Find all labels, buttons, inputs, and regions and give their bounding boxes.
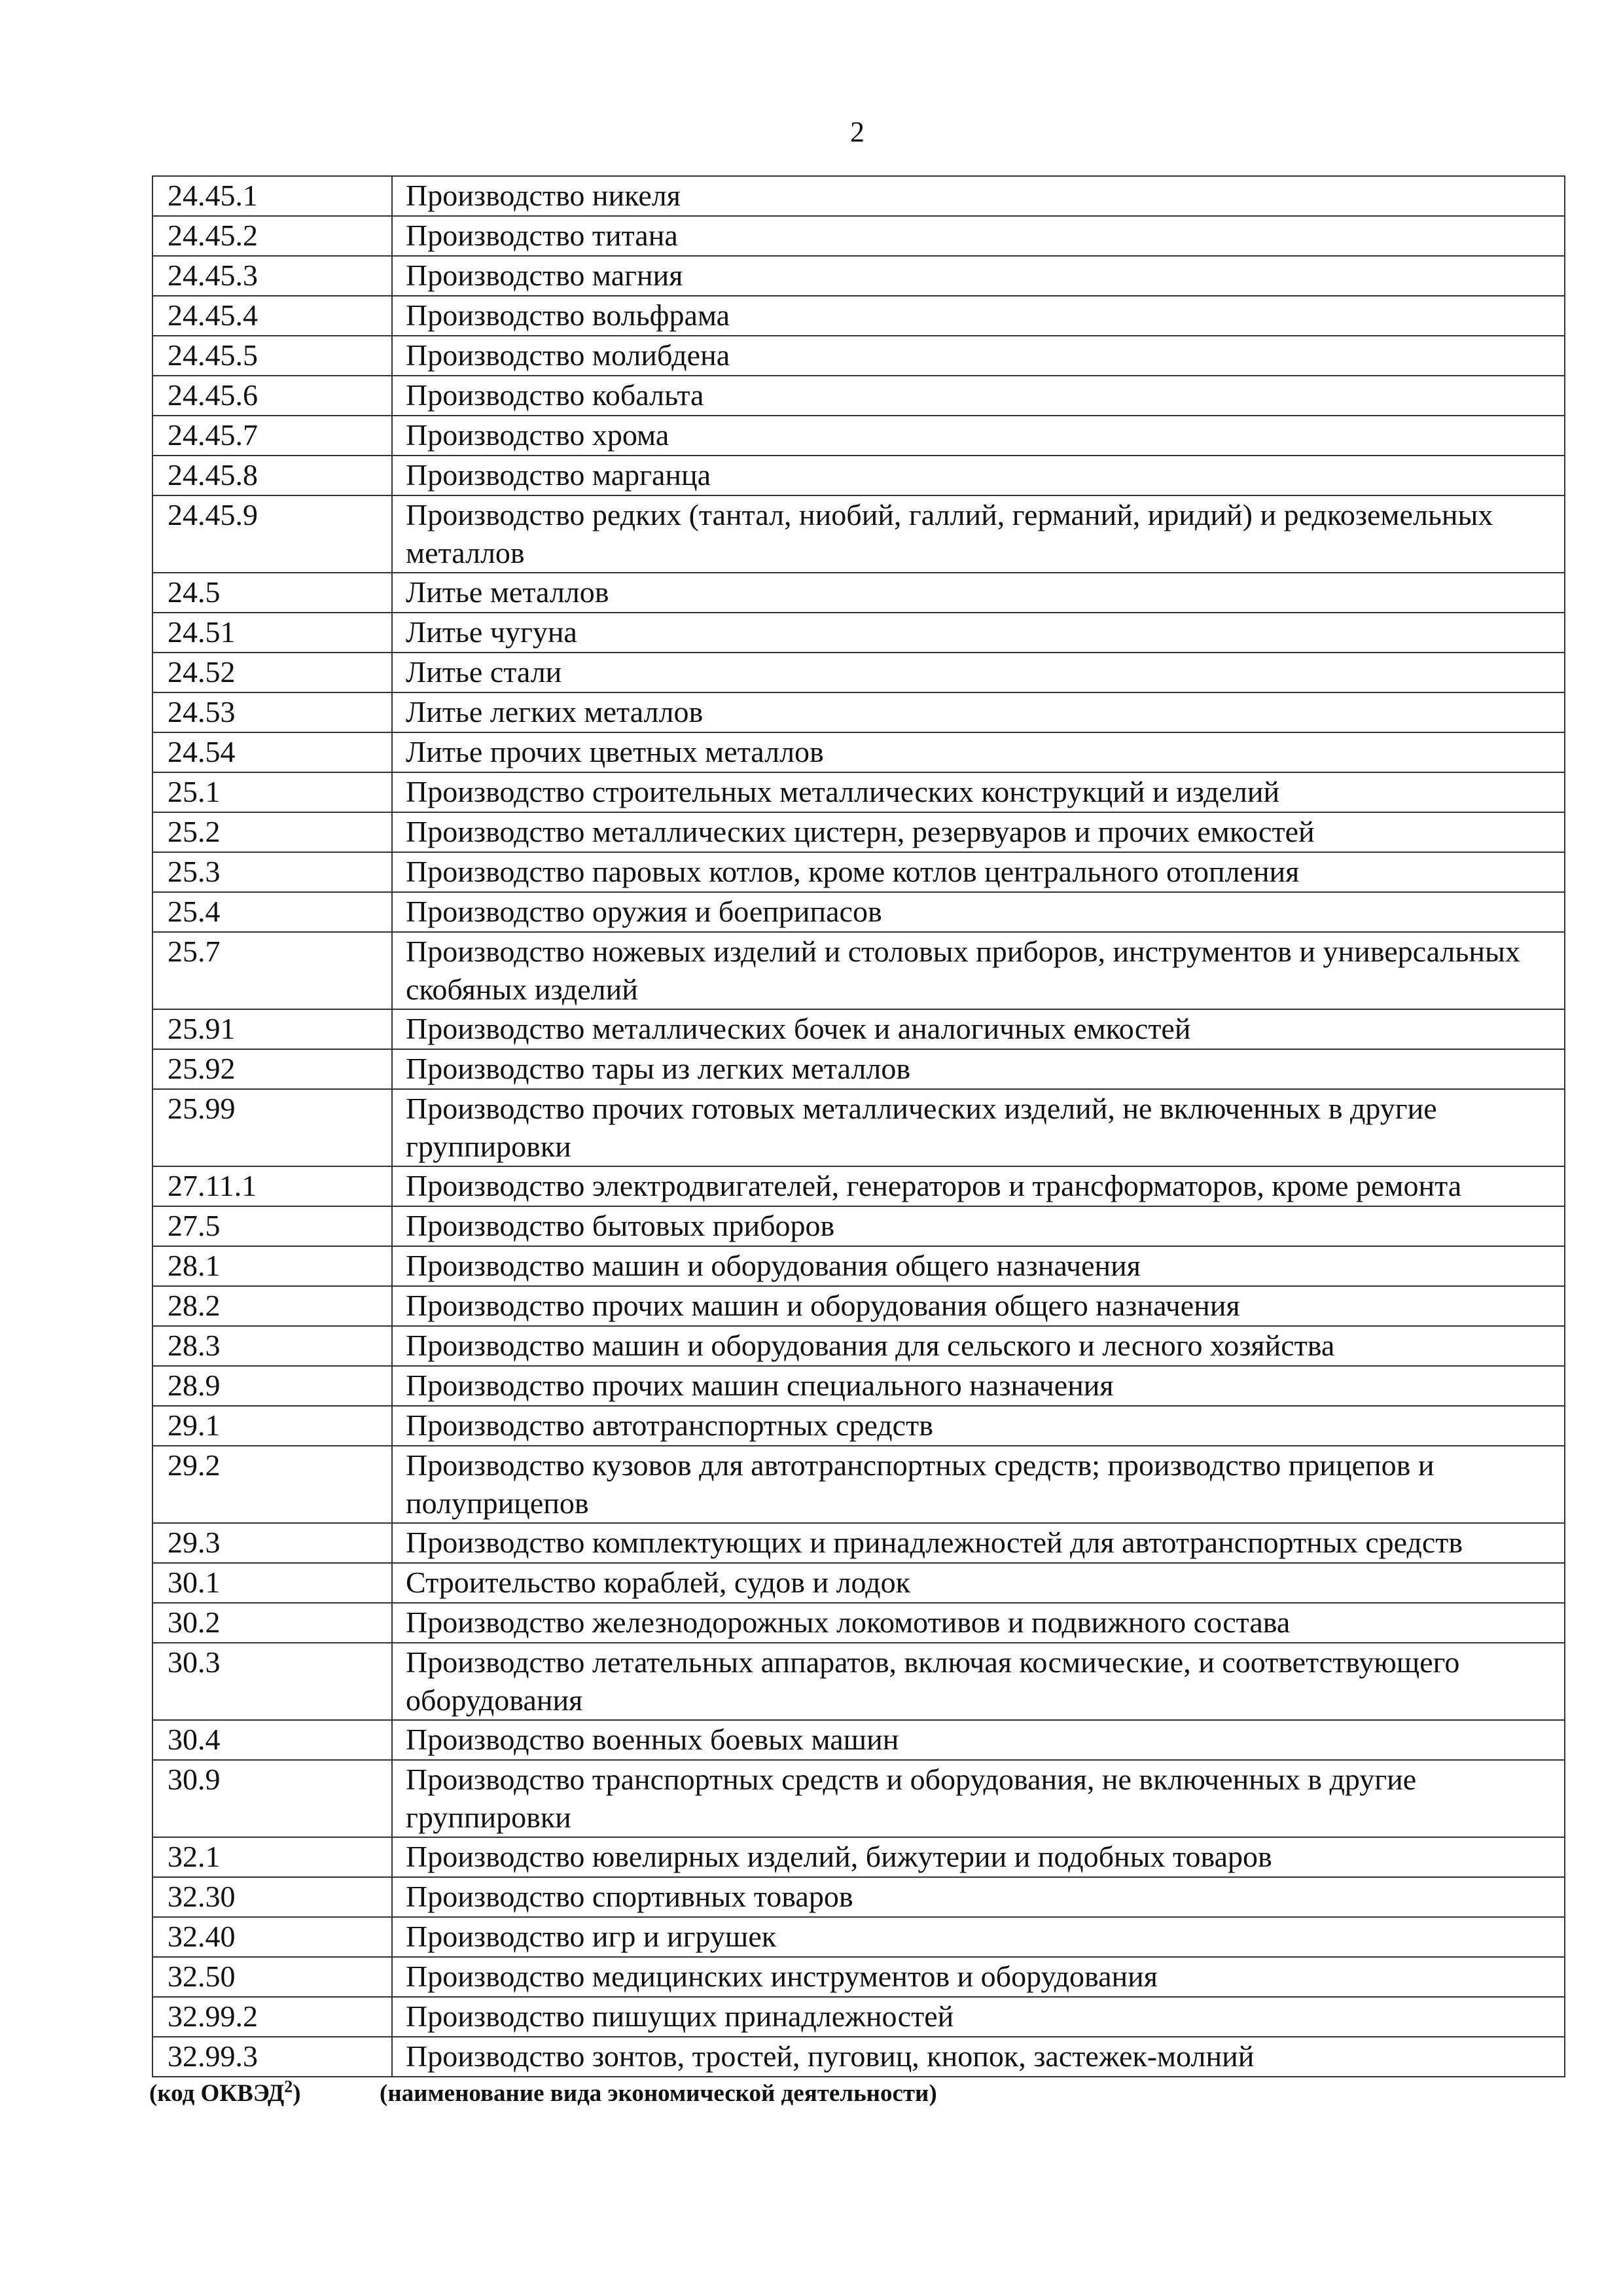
table-row bbox=[152, 456, 1565, 495]
table-row bbox=[152, 1563, 1565, 1603]
okved-code-cell: 30.9 bbox=[152, 1760, 392, 1837]
table-row bbox=[152, 1206, 1565, 1246]
table-row bbox=[152, 852, 1565, 892]
okved-code-cell: 24.5 bbox=[152, 573, 392, 613]
activity-name-cell: Производство паровых котлов, кроме котлов центрального отопления bbox=[392, 852, 1565, 892]
okved-code-cell: 25.7 bbox=[152, 932, 392, 1009]
okved-code-cell: 25.92 bbox=[152, 1049, 392, 1089]
activity-name-cell: Производство хрома bbox=[392, 416, 1565, 456]
okved-code-cell: 28.1 bbox=[152, 1246, 392, 1286]
activity-name-cell: Производство прочих машин и оборудования общего назначения bbox=[392, 1286, 1565, 1326]
okved-code-cell: 32.30 bbox=[152, 1877, 392, 1917]
activity-name-cell: Производство металлических бочек и аналогичных емкостей bbox=[392, 1009, 1565, 1049]
okved-code-cell: 24.45.7 bbox=[152, 416, 392, 456]
activity-name-cell: Производство кузовов для автотранспортных средств; производство прицепов и полуприцепов bbox=[392, 1446, 1565, 1523]
activity-name-cell: Производство пишущих принадлежностей bbox=[392, 1997, 1565, 2037]
okved-code-cell: 24.51 bbox=[152, 613, 392, 653]
okved-code-cell: 24.54 bbox=[152, 732, 392, 772]
activity-name-cell: Производство оружия и боеприпасов bbox=[392, 892, 1565, 932]
activity-name-cell: Производство вольфрама bbox=[392, 296, 1565, 336]
table-row bbox=[152, 1166, 1565, 1206]
activity-name-cell: Производство медицинских инструментов и оборудования bbox=[392, 1957, 1565, 1997]
activity-name-cell: Производство электродвигателей, генераторов и трансформаторов, кроме ремонта bbox=[392, 1166, 1565, 1206]
caption-code-text: (код ОКВЭД bbox=[149, 2080, 285, 2107]
okved-code-cell: 29.2 bbox=[152, 1446, 392, 1523]
table-row bbox=[152, 1877, 1565, 1917]
activity-name-cell: Литье стали bbox=[392, 653, 1565, 692]
table-row bbox=[152, 256, 1565, 296]
table-row bbox=[152, 1089, 1565, 1166]
caption-code-close: ) bbox=[293, 2080, 301, 2107]
okved-code-cell: 25.2 bbox=[152, 812, 392, 852]
activity-name-cell: Производство молибдена bbox=[392, 336, 1565, 376]
table-row bbox=[152, 613, 1565, 653]
activity-name-cell: Производство никеля bbox=[392, 176, 1565, 216]
table-row bbox=[152, 1760, 1565, 1837]
table-row bbox=[152, 573, 1565, 613]
table-row bbox=[152, 1366, 1565, 1406]
table-row bbox=[152, 336, 1565, 376]
table-row bbox=[152, 216, 1565, 256]
table-row bbox=[152, 1643, 1565, 1720]
activity-name-cell: Производство прочих готовых металлических изделий, не включенных в другие группировки bbox=[392, 1089, 1565, 1166]
table-row bbox=[152, 1246, 1565, 1286]
okved-code-cell: 27.11.1 bbox=[152, 1166, 392, 1206]
okved-code-cell: 30.1 bbox=[152, 1563, 392, 1603]
okved-code-cell: 24.45.4 bbox=[152, 296, 392, 336]
okved-table bbox=[152, 175, 1565, 2077]
okved-code-cell: 32.50 bbox=[152, 1957, 392, 1997]
activity-name-cell: Производство транспортных средств и оборудования, не включенных в другие группировки bbox=[392, 1760, 1565, 1837]
table-row bbox=[152, 1957, 1565, 1997]
activity-name-cell: Литье прочих цветных металлов bbox=[392, 732, 1565, 772]
table-row bbox=[152, 416, 1565, 456]
table-row bbox=[152, 2037, 1565, 2077]
okved-code-cell: 24.53 bbox=[152, 692, 392, 732]
activity-name-cell: Производство бытовых приборов bbox=[392, 1206, 1565, 1246]
activity-name-cell: Производство строительных металлических конструкций и изделий bbox=[392, 772, 1565, 812]
table-row bbox=[152, 376, 1565, 416]
table-row bbox=[152, 653, 1565, 692]
activity-name-cell: Производство магния bbox=[392, 256, 1565, 296]
table-row bbox=[152, 692, 1565, 732]
okved-code-cell: 24.45.5 bbox=[152, 336, 392, 376]
activity-name-cell: Производство машин и оборудования общего назначения bbox=[392, 1246, 1565, 1286]
caption-footnote-mark: 2 bbox=[284, 2077, 293, 2096]
table-row bbox=[152, 1286, 1565, 1326]
table-row bbox=[152, 772, 1565, 812]
table-row bbox=[152, 1603, 1565, 1643]
table-row bbox=[152, 176, 1565, 216]
activity-name-cell: Производство ножевых изделий и столовых приборов, инструментов и универсальных скобяных изделий bbox=[392, 932, 1565, 1009]
activity-name-cell: Производство ювелирных изделий, бижутерии и подобных товаров bbox=[392, 1837, 1565, 1877]
okved-code-cell: 28.2 bbox=[152, 1286, 392, 1326]
table-row bbox=[152, 1837, 1565, 1877]
okved-code-cell: 32.40 bbox=[152, 1917, 392, 1957]
activity-name-cell: Производство прочих машин специального назначения bbox=[392, 1366, 1565, 1406]
okved-code-cell: 24.45.8 bbox=[152, 456, 392, 495]
okved-code-cell: 30.3 bbox=[152, 1643, 392, 1720]
activity-name-cell: Производство комплектующих и принадлежностей для автотранспортных средств bbox=[392, 1523, 1565, 1563]
activity-name-cell: Производство военных боевых машин bbox=[392, 1720, 1565, 1760]
okved-code-cell: 24.45.9 bbox=[152, 495, 392, 573]
page-number: 2 bbox=[850, 116, 865, 148]
okved-code-cell: 30.4 bbox=[152, 1720, 392, 1760]
okved-code-cell: 25.4 bbox=[152, 892, 392, 932]
okved-code-cell: 25.99 bbox=[152, 1089, 392, 1166]
table-row bbox=[152, 1446, 1565, 1523]
activity-name-cell: Производство тары из легких металлов bbox=[392, 1049, 1565, 1089]
table-row bbox=[152, 1049, 1565, 1089]
table-row bbox=[152, 1326, 1565, 1366]
activity-name-cell: Производство автотранспортных средств bbox=[392, 1406, 1565, 1446]
table-row bbox=[152, 1720, 1565, 1760]
okved-code-cell: 25.3 bbox=[152, 852, 392, 892]
activity-name-cell: Производство железнодорожных локомотивов и подвижного состава bbox=[392, 1603, 1565, 1643]
activity-name-cell: Производство игр и игрушек bbox=[392, 1917, 1565, 1957]
okved-code-cell: 24.52 bbox=[152, 653, 392, 692]
table-row bbox=[152, 1009, 1565, 1049]
okved-code-cell: 27.5 bbox=[152, 1206, 392, 1246]
okved-code-cell: 32.99.2 bbox=[152, 1997, 392, 2037]
okved-code-cell: 29.3 bbox=[152, 1523, 392, 1563]
activity-name-cell: Производство редких (тантал, ниобий, галлий, германий, иридий) и редкоземельных металлов bbox=[392, 495, 1565, 573]
caption-code-label bbox=[149, 2079, 301, 2109]
activity-name-cell: Литье металлов bbox=[392, 573, 1565, 613]
okved-code-cell: 30.2 bbox=[152, 1603, 392, 1643]
table-row bbox=[152, 1917, 1565, 1957]
activity-name-cell: Производство летательных аппаратов, включая космические, и соответствующего оборудования bbox=[392, 1643, 1565, 1720]
table-row bbox=[152, 296, 1565, 336]
okved-code-cell: 28.9 bbox=[152, 1366, 392, 1406]
table-row bbox=[152, 732, 1565, 772]
activity-name-cell: Литье легких металлов bbox=[392, 692, 1565, 732]
table-row bbox=[152, 1523, 1565, 1563]
okved-code-cell: 32.99.3 bbox=[152, 2037, 392, 2077]
okved-code-cell: 24.45.3 bbox=[152, 256, 392, 296]
table-row bbox=[152, 892, 1565, 932]
table-row bbox=[152, 1997, 1565, 2037]
activity-name-cell: Производство зонтов, тростей, пуговиц, кнопок, застежек-молний bbox=[392, 2037, 1565, 2077]
activity-name-cell: Строительство кораблей, судов и лодок bbox=[392, 1563, 1565, 1603]
okved-code-cell: 24.45.1 bbox=[152, 176, 392, 216]
activity-name-cell: Производство машин и оборудования для сельского и лесного хозяйства bbox=[392, 1326, 1565, 1366]
table-row bbox=[152, 812, 1565, 852]
activity-name-cell: Производство металлических цистерн, резервуаров и прочих емкостей bbox=[392, 812, 1565, 852]
okved-code-cell: 25.1 bbox=[152, 772, 392, 812]
activity-name-cell: Производство спортивных товаров bbox=[392, 1877, 1565, 1917]
activity-name-cell: Производство кобальта bbox=[392, 376, 1565, 416]
activity-name-cell: Литье чугуна bbox=[392, 613, 1565, 653]
table-row bbox=[152, 1406, 1565, 1446]
activity-name-cell: Производство марганца bbox=[392, 456, 1565, 495]
table-row bbox=[152, 932, 1565, 1009]
okved-code-cell: 24.45.6 bbox=[152, 376, 392, 416]
okved-code-cell: 28.3 bbox=[152, 1326, 392, 1366]
okved-table-body bbox=[152, 176, 1565, 2077]
okved-code-cell: 32.1 bbox=[152, 1837, 392, 1877]
activity-name-cell: Производство титана bbox=[392, 216, 1565, 256]
caption-name-label: (наименование вида экономической деятельности) bbox=[380, 2080, 937, 2107]
table-row bbox=[152, 495, 1565, 573]
okved-code-cell: 24.45.2 bbox=[152, 216, 392, 256]
okved-code-cell: 25.91 bbox=[152, 1009, 392, 1049]
okved-code-cell: 29.1 bbox=[152, 1406, 392, 1446]
